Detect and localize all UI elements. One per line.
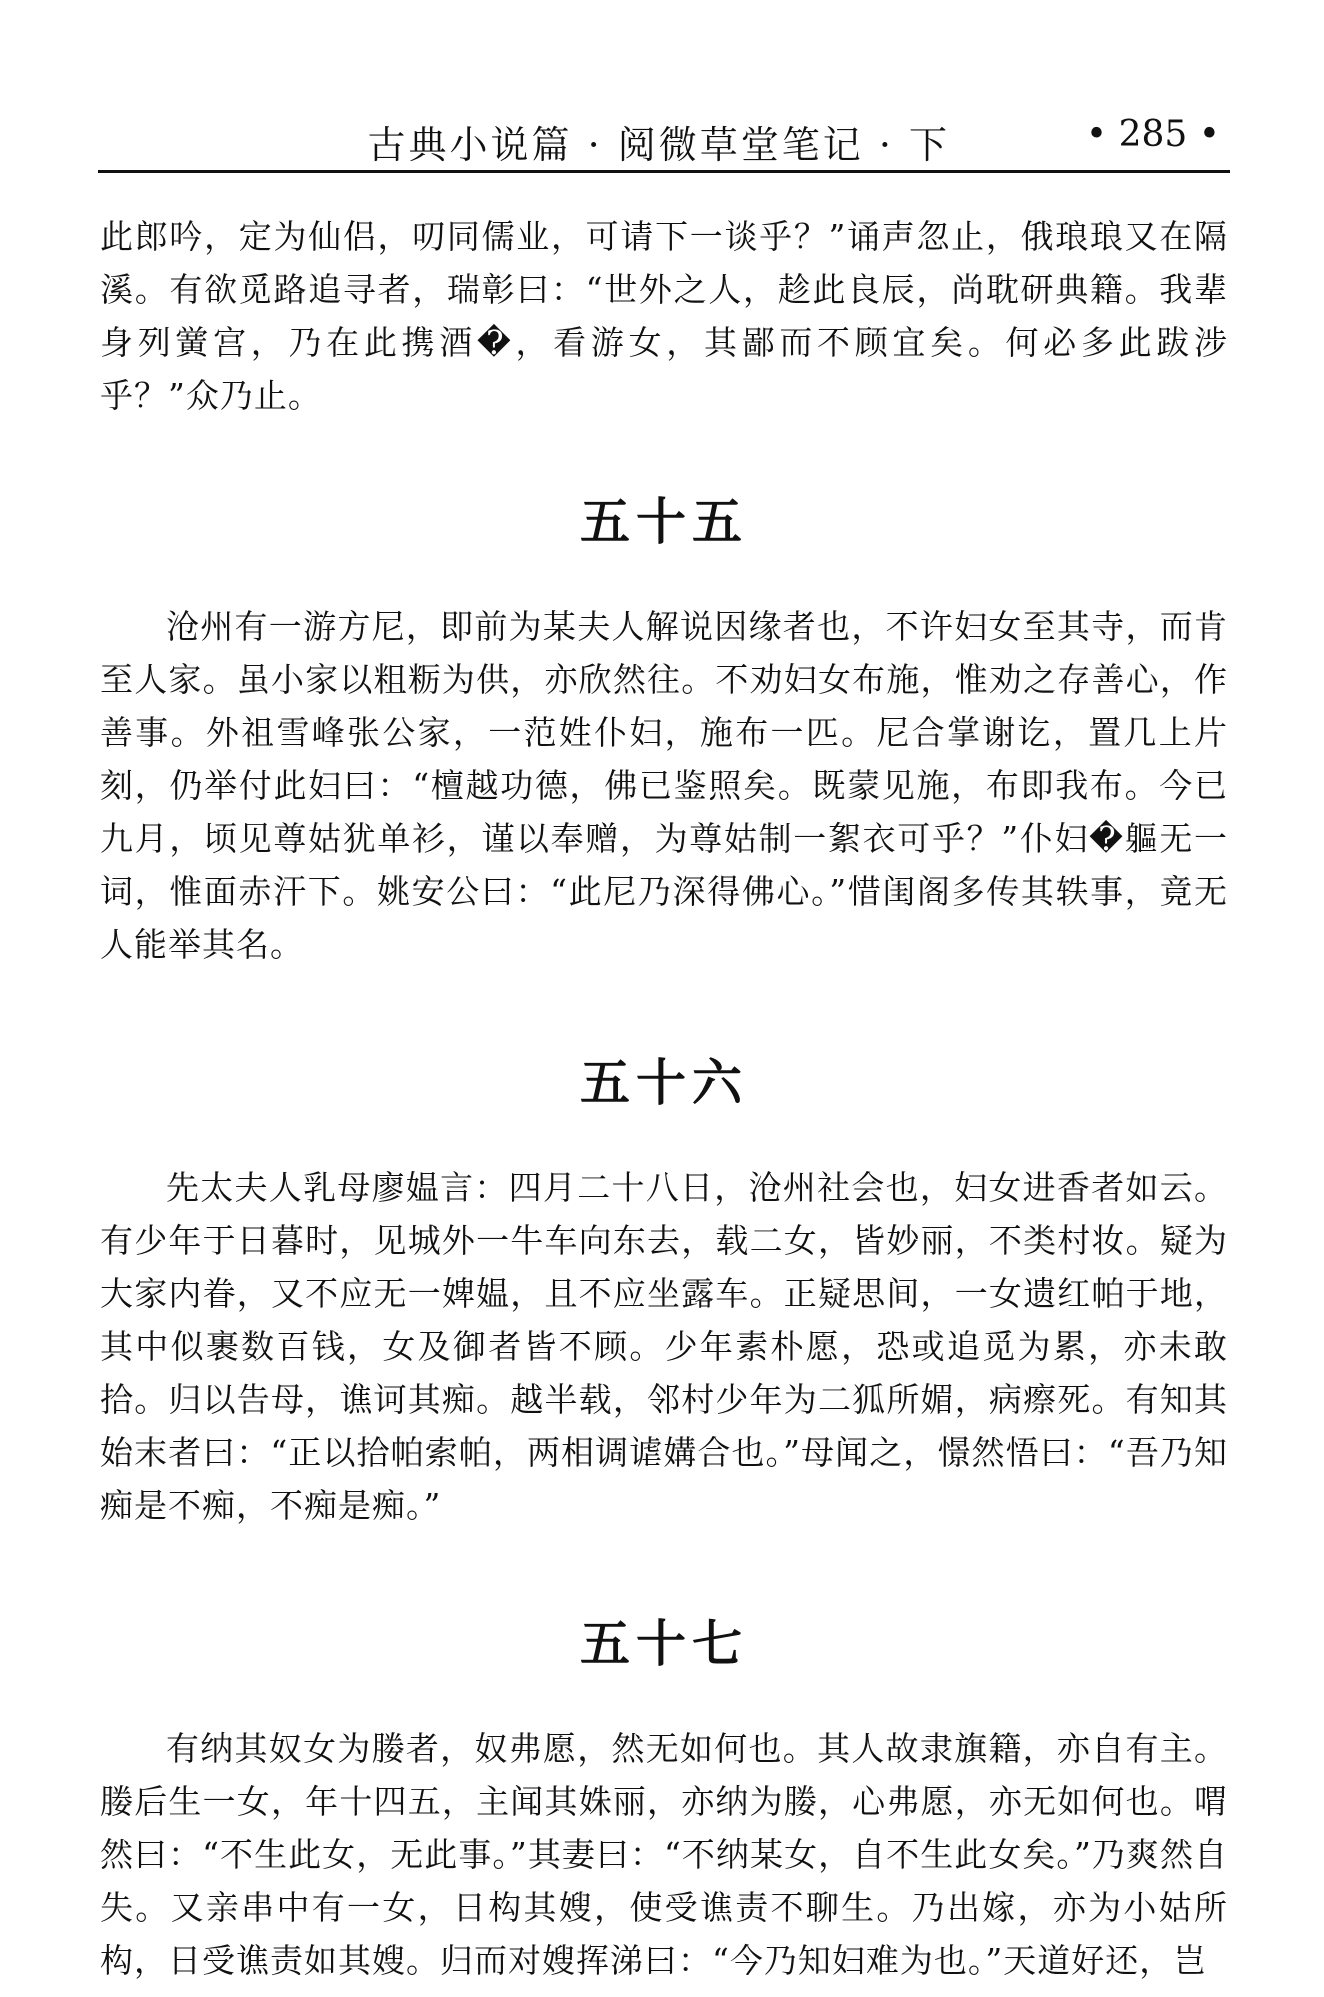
page-number: • 285 • <box>1085 114 1220 155</box>
intro-paragraph: 此郎吟，定为仙侣，叨同儒业，可请下一谈乎？”诵声忽止，俄琅琅又在隔溪。有欲觅路追寻者，瑞彰曰：“世外之人，趁此良辰，尚耽研典籍。我辈身列黉宫，乃在此携酒�，看游女，其鄙而不顾宜矣。何必多此跋涉乎？”众乃止。 <box>100 217 1228 415</box>
section-56-title: 五十六 <box>580 1054 748 1112</box>
running-title: 古典小说篇 · 阅微草堂笔记 · 下 <box>367 123 950 167</box>
section-57-paragraph: 有纳其奴女为媵者，奴弗愿，然无如何也。其人故隶旗籍，亦自有主。媵后生一女，年十四五，主闻其姝丽，亦纳为媵，心弗愿，亦无如何也。喟然曰：“不生此女，无此事。”其妻曰：“不纳某女，自不生此女矣。”乃爽然自失。又亲串中有一女，日构其嫂，使受谯责不聊生。乃出嫁，亦为小姑所构，日受谯责如其嫂。归而对嫂挥涕曰：“今乃知妇难为也。”天道好还，岂 <box>100 1729 1228 1980</box>
section-57-title: 五十七 <box>580 1615 748 1673</box>
section-56-paragraph: 先太夫人乳母廖媪言：四月二十八日，沧州社会也，妇女进香者如云。有少年于日暮时，见城外一牛车向东去，载二女，皆妙丽，不类村妆。疑为大家内眷，又不应无一婢媪，且不应坐露车。正疑思间，一女遗红帕于地，其中似裹数百钱，女及御者皆不顾。少年素朴愿，恐或追觅为累，亦未敢拾。归以告母，谯诃其痴。越半载，邻村少年为二狐所媚，病瘵死。有知其始末者曰：“正以拾帕索帕，两相调谑媾合也。”母闻之，憬然悟曰：“吾乃知痴是不痴，不痴是痴。” <box>100 1168 1228 1525</box>
header-rule <box>98 170 1230 173</box>
page-body <box>100 210 1228 1987</box>
page-header <box>98 108 1230 167</box>
section-55-title: 五十五 <box>580 493 748 551</box>
section-55-paragraph: 沧州有一游方尼，即前为某夫人解说因缘者也，不许妇女至其寺，而肯至人家。虽小家以粗粝为供，亦欣然往。不劝妇女布施，惟劝之存善心，作善事。外祖雪峰张公家，一范姓仆妇，施布一匹。尼合掌谢讫，置几上片刻，仍举付此妇曰：“檀越功德，佛已鉴照矣。既蒙见施，布即我布。今已九月，顷见尊姑犹单衫，谨以奉赠，为尊姑制一絮衣可乎？”仆妇�軀无一词，惟面赤汗下。姚安公曰：“此尼乃深得佛心。”惜闺阁多传其轶事，竟无人能举其名。 <box>100 607 1228 964</box>
